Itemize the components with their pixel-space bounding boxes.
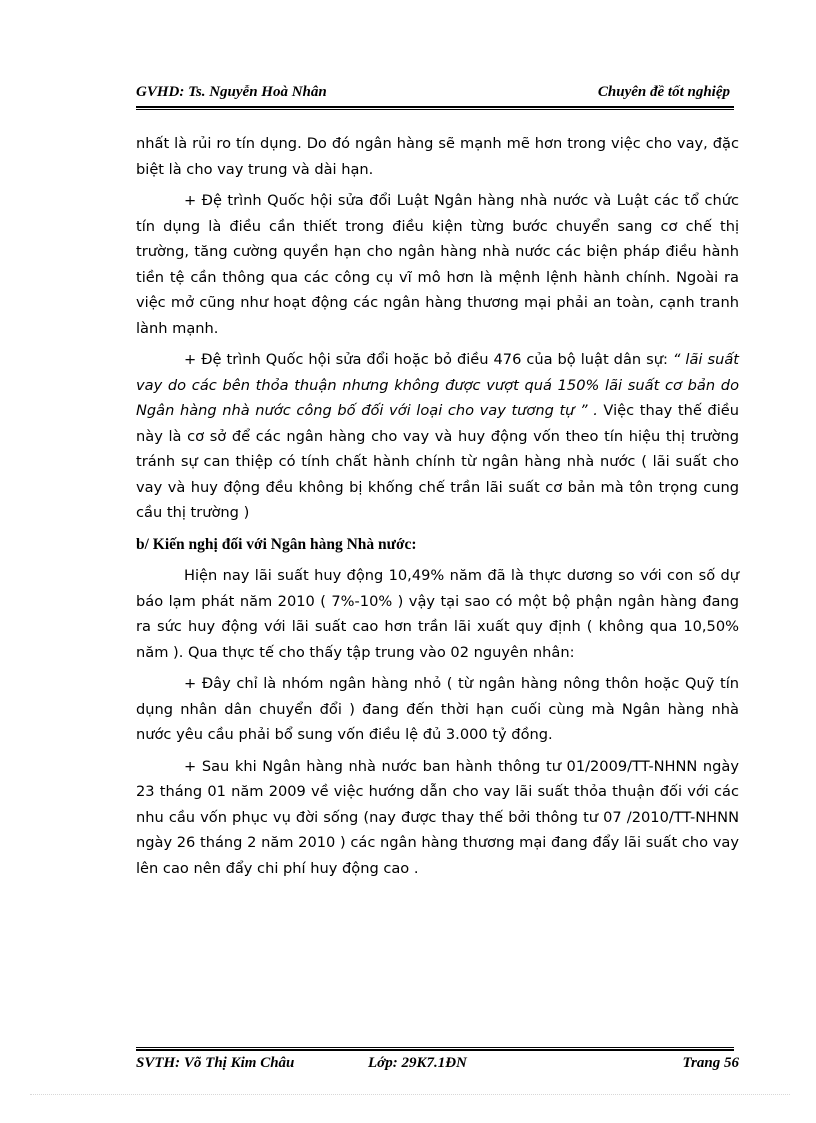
paragraph-3-quote: “ lãi suất vay do các bên thỏa thuận nhưng không được vượt quá 150% lãi suất cơ bản do Ngân hàng nhà nước công bố đối với loại cho vay tương tự ” . [136,351,739,419]
header-title: Chuyên đề tốt nghiệp [597,84,730,100]
paragraph-4: Hiện nay lãi suất huy động 10,49% năm đã là thực dương so với con số dự báo lạm phát năm 2010 ( 7%-10% ) vậy tại sao có một bộ phận ngân hàng đang ra sức huy động với lãi suất cao hơn trần lãi xuất quy định ( không qua 10,50% năm ). Qua thực tế cho thấy tập trung vào 02 nguyên nhân: [136,567,739,661]
header-advisor: GVHD: Ts. Nguyễn Hoà Nhân [136,84,327,100]
footer-student: SVTH: Võ Thị Kim Châu [136,1055,295,1071]
paragraph-5: + Đây chỉ là nhóm ngân hàng nhỏ ( từ ngân hàng nông thôn hoặc Quỹ tín dụng nhân dân chuyển đổi ) đang đến thời hạn cuối cùng mà Ngân hàng nhà nước yêu cầu phải bổ sung vốn điều lệ đủ 3.000 tỷ đồng. [136,675,739,743]
paragraph-3-start: + Đệ trình Quốc hội sửa đổi hoặc bỏ điều 476 của bộ luật dân sự: [184,351,673,368]
header-rule [136,106,734,110]
footer-class: Lớp: 29K7.1ĐN [368,1055,467,1071]
paragraph-2: + Đệ trình Quốc hội sửa đổi Luật Ngân hàng nhà nước và Luật các tổ chức tín dụng là điều cần thiết trong điều kiện từng bước chuyển sang cơ chế thị trường, tăng cường quyền hạn cho ngân hàng nhà nước các biện pháp điều hành tiền tệ cần thông qua các công cụ vĩ mô hơn là mệnh lệnh hành chính. Ngoài ra việc mở cũng như hoạt động các ngân hàng thương mại phải an toàn, cạnh tranh lành mạnh. [136,192,739,337]
page-boundary-line [30,1094,790,1095]
paragraph-1: nhất là rủi ro tín dụng. Do đó ngân hàng sẽ mạnh mẽ hơn trong việc cho vay, đặc biệt là cho vay trung và dài hạn. [136,135,739,178]
paragraph-3 [136,347,739,526]
section-heading-b: b/ Kiến nghị đối với Ngân hàng Nhà nước: [136,535,417,553]
paragraph-3-end: Việc thay thế điều này là cơ sở để các ngân hàng cho vay và huy động vốn theo tín hiệu thị trường tránh sự can thiệp có tính chất hành chính từ ngân hàng nhà nước ( lãi suất cho vay và huy động đều không bị khống chế trần lãi suất cơ bản mà tôn trọng cung cầu thị trường ) [136,402,739,521]
document-body [136,131,739,887]
page-header [136,84,730,106]
footer-page-number: Trang 56 [682,1055,739,1071]
paragraph-6: + Sau khi Ngân hàng nhà nước ban hành thông tư 01/2009/TT-NHNN ngày 23 tháng 01 năm 2009 về việc hướng dẫn cho vay lãi suất thỏa thuận đối với các nhu cầu vốn phục vụ đời sống (nay được thay thế bởi thông tư 07 /2010/TT-NHNN ngày 26 tháng 2 năm 2010 ) các ngân hàng thương mại đang đẩy lãi suất cho vay lên cao nên đẩy chi phí huy động cao . [136,757,739,877]
footer-rule [136,1047,734,1051]
